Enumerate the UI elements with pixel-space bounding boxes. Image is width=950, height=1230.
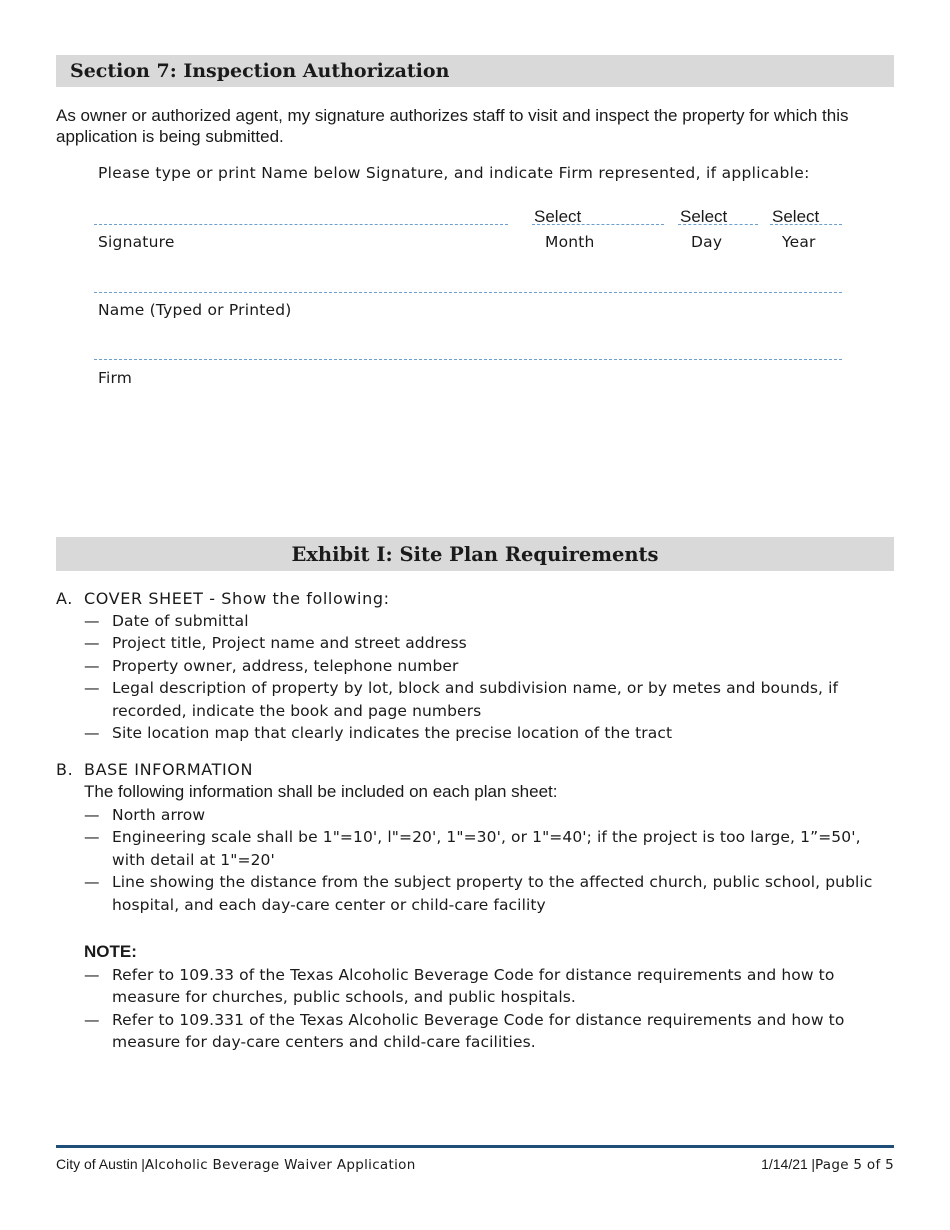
list-item: — Project title, Project name and street address bbox=[84, 634, 467, 653]
exhibit-title: Exhibit I: Site Plan Requirements bbox=[291, 543, 659, 566]
list-item: — Line showing the distance from the subject property to the affected church, public school, public hospital, and each day-care center or child-care facility bbox=[84, 873, 873, 914]
base-info-title: BASE INFORMATION bbox=[84, 760, 254, 779]
signature-label: Signature bbox=[98, 233, 175, 251]
month-label: Month bbox=[545, 233, 595, 251]
footer-divider bbox=[56, 1145, 894, 1148]
footer-separator: | bbox=[141, 1156, 145, 1172]
list-item: — Refer to 109.33 of the Texas Alcoholic Beverage Code for distance requirements and how to measure for churches, public schools, and public hospitals. bbox=[84, 966, 835, 1007]
footer-page-number: Page 5 of 5 bbox=[814, 1157, 894, 1173]
cover-sheet-title: COVER SHEET - Show the following: bbox=[84, 589, 390, 608]
item-letter-a: A. bbox=[56, 589, 73, 608]
footer-doc-title: Alcoholic Beverage Waiver Application bbox=[144, 1157, 416, 1173]
day-label: Day bbox=[691, 233, 723, 251]
list-item: — North arrow bbox=[84, 806, 206, 824]
signature-field[interactable] bbox=[94, 224, 508, 225]
firm-label: Firm bbox=[98, 369, 133, 387]
year-select[interactable]: Select bbox=[772, 207, 820, 226]
footer-right bbox=[761, 1156, 894, 1174]
footer-org: City of Austin bbox=[56, 1156, 138, 1172]
footer-left bbox=[56, 1156, 416, 1174]
section-7-title: Section 7: Inspection Authorization bbox=[70, 60, 450, 82]
list-item: — Site location map that clearly indicates the precise location of the tract bbox=[84, 724, 673, 743]
day-select[interactable]: Select bbox=[680, 207, 728, 226]
list-item: — Date of submittal bbox=[84, 612, 249, 630]
base-info-intro: The following information shall be included on each plan sheet: bbox=[84, 782, 558, 801]
cover-sheet-list bbox=[84, 610, 884, 744]
base-info-list bbox=[84, 804, 884, 916]
base-info-heading bbox=[56, 760, 253, 779]
list-item: — Refer to 109.331 of the Texas Alcoholic Beverage Code for distance requirements and how to measure for day-care centers and child-care facilities. bbox=[84, 1010, 845, 1052]
exhibit-header bbox=[56, 537, 894, 571]
firm-field[interactable] bbox=[94, 359, 842, 360]
note-list bbox=[84, 964, 884, 1054]
section-7-intro: As owner or authorized agent, my signature authorizes staff to visit and inspect the property for which this application is being submitted. bbox=[56, 106, 849, 146]
note-label: NOTE: bbox=[84, 942, 137, 961]
list-item: — Engineering scale shall be 1"=10', l"=20', 1"=30', or 1"=40'; if the project is too large, 1”=50', with detail at 1"=20' bbox=[84, 828, 861, 869]
section-7-header bbox=[56, 55, 894, 87]
cover-sheet-heading bbox=[56, 589, 390, 608]
list-item: — Legal description of property by lot, block and subdivision name, or by metes and bounds, if recorded, indicate the book and page numbers bbox=[84, 679, 839, 720]
signature-prompt: Please type or print Name below Signature, and indicate Firm represented, if applicable: bbox=[98, 164, 810, 182]
year-label: Year bbox=[782, 233, 816, 251]
name-field[interactable] bbox=[94, 292, 842, 293]
footer-date: 1/14/21 bbox=[761, 1156, 808, 1172]
list-item: — Property owner, address, telephone number bbox=[84, 656, 459, 675]
footer-separator-2: | bbox=[811, 1156, 815, 1172]
name-label: Name (Typed or Printed) bbox=[98, 301, 292, 319]
item-letter-b: B. bbox=[56, 760, 74, 779]
month-select[interactable]: Select bbox=[534, 207, 582, 226]
